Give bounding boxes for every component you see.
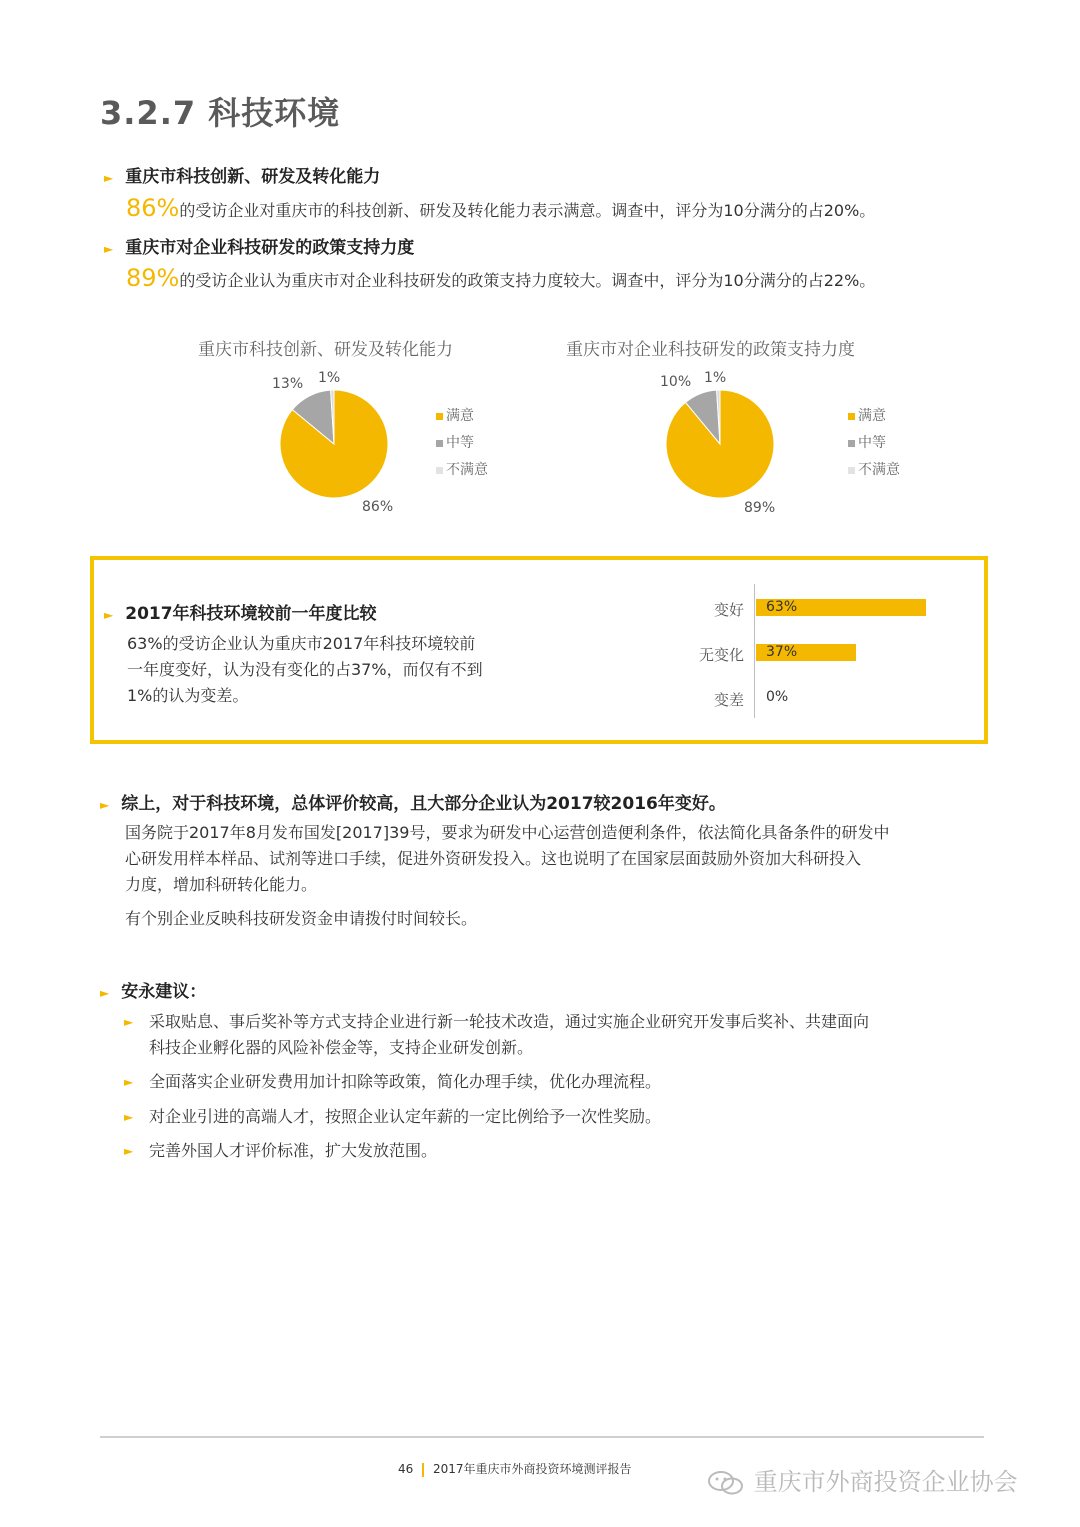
legend-item xyxy=(436,403,488,430)
pie-chart-title: 重庆市科技创新、研发及转化能力 xyxy=(198,340,453,360)
legend-swatch xyxy=(436,413,443,420)
legend-swatch xyxy=(848,413,855,420)
legend-swatch xyxy=(848,440,855,447)
legend-item xyxy=(848,457,900,484)
advice-heading xyxy=(100,977,206,1002)
wechat-icon xyxy=(706,1468,746,1498)
stat-percent: 89% xyxy=(126,264,180,292)
stat-text: 的受访企业对重庆市的科技创新、研发及转化能力表示满意。调查中，评分为10分满分的占20%。 xyxy=(179,201,876,220)
pie0-slices xyxy=(280,390,388,498)
pie1-slices xyxy=(666,390,774,498)
summary-heading-text: 综上，对于科技环境，总体评价较高，且大部分企业认为2017较2016年变好。 xyxy=(121,794,726,814)
legend-swatch xyxy=(436,467,443,474)
legend-swatch xyxy=(436,440,443,447)
section-heading-text: 重庆市对企业科技研发的政策支持力度 xyxy=(125,238,415,258)
advice-item xyxy=(124,1009,869,1061)
legend-label: 满意 xyxy=(858,408,886,424)
legend-label: 不满意 xyxy=(446,462,488,478)
advice-heading-text: 安永建议： xyxy=(121,982,207,1002)
legend-item xyxy=(848,430,900,457)
stat-text: 的受访企业认为重庆市对企业科技研发的政策支持力度较大。调查中，评分为10分满分的占22%。 xyxy=(179,271,876,290)
bullet-arrow-icon: ► xyxy=(100,798,110,812)
section-heading-innovation xyxy=(104,162,380,187)
advice-item xyxy=(124,1069,661,1095)
advice-item xyxy=(124,1138,437,1164)
legend-item xyxy=(436,430,488,457)
summary-note: 有个别企业反映科技研发资金申请拨付时间较长。 xyxy=(125,909,478,928)
paragraph-line: 心研发用样本样品、试剂等进口手续，促进外资研发投入。这也说明了在国家层面鼓励外资加大科研投入 xyxy=(125,849,862,868)
bar-axis xyxy=(754,584,755,718)
page-title: 3.2.7 科技环境 xyxy=(100,94,341,132)
pie-chart-title: 重庆市对企业科技研发的政策支持力度 xyxy=(566,340,855,360)
section-heading-text: 重庆市科技创新、研发及转化能力 xyxy=(125,167,381,187)
bullet-arrow-icon: ► xyxy=(124,1144,134,1158)
legend-label: 满意 xyxy=(446,408,474,424)
legend-item xyxy=(848,403,900,430)
pie-chart-innovation xyxy=(250,360,530,530)
bullet-arrow-icon: ► xyxy=(104,608,114,622)
stat-line-innovation xyxy=(126,194,875,222)
stat-percent: 86% xyxy=(126,194,180,222)
advice-item xyxy=(124,1104,661,1130)
watermark-text: 重庆市外商投资企业协会 xyxy=(753,1468,1018,1496)
pie-label-satisfied: 89% xyxy=(744,500,776,516)
bar-value-unchanged: 37% xyxy=(766,644,798,660)
summary-paragraph xyxy=(125,820,889,898)
bullet-arrow-icon: ► xyxy=(124,1110,134,1124)
footer-separator xyxy=(422,1463,424,1477)
legend-label: 中等 xyxy=(858,435,886,451)
page-number: 46 xyxy=(398,1462,414,1476)
bar-label-better: 变好 xyxy=(713,601,744,619)
stat-line-policy xyxy=(126,264,875,292)
bullet-arrow-icon: ► xyxy=(124,1015,134,1029)
advice-line: 对企业引进的高端人才，按照企业认定年薪的一定比例给予一次性奖励。 xyxy=(149,1107,662,1126)
bar-value-better: 63% xyxy=(766,599,798,615)
legend-item xyxy=(436,457,488,484)
bullet-arrow-icon: ► xyxy=(124,1075,134,1089)
bullet-arrow-icon: ► xyxy=(100,986,110,1000)
comparison-line: 1%的认为变差。 xyxy=(127,686,249,705)
paragraph-line: 国务院于2017年8月发布国发[2017]39号，要求为研发中心运营创造便利条件，依法简化具备条件的研发中 xyxy=(125,823,890,842)
bar-label-unchanged: 无变化 xyxy=(698,646,744,664)
pie-label-unsatisfied: 1% xyxy=(318,370,341,386)
bullet-arrow-icon: ► xyxy=(104,171,114,185)
advice-line: 采取贴息、事后奖补等方式支持企业进行新一轮技术改造，通过实施企业研究开发事后奖补、共建面向 xyxy=(149,1012,870,1031)
pie-label-medium: 13% xyxy=(272,376,304,392)
footer xyxy=(398,1460,631,1477)
pie-legend xyxy=(436,403,488,484)
summary-heading xyxy=(100,789,726,814)
pie-legend xyxy=(848,403,900,484)
bullet-arrow-icon: ► xyxy=(104,242,114,256)
watermark xyxy=(706,1462,1018,1498)
comparison-text xyxy=(127,631,483,709)
bar-label-worse: 变差 xyxy=(713,691,744,709)
pie-label-unsatisfied: 1% xyxy=(704,370,727,386)
report-name: 2017年重庆市外商投资环境测评报告 xyxy=(432,1462,632,1476)
advice-line: 科技企业孵化器的风险补偿金等，支持企业研发创新。 xyxy=(149,1038,534,1057)
comparison-line: 63%的受访企业认为重庆市2017年科技环境较前 xyxy=(127,634,476,653)
advice-line: 完善外国人才评价标准，扩大发放范围。 xyxy=(149,1141,438,1160)
bar-value-worse: 0% xyxy=(766,689,789,705)
legend-label: 中等 xyxy=(446,435,474,451)
footer-divider xyxy=(100,1436,984,1438)
paragraph-line: 力度，增加科研转化能力。 xyxy=(125,875,318,894)
comparison-line: 一年度变好，认为没有变化的占37%，而仅有不到 xyxy=(127,660,483,679)
bar-chart-comparison xyxy=(690,584,950,724)
advice-line: 全面落实企业研发费用加计扣除等政策，简化办理手续，优化办理流程。 xyxy=(149,1072,662,1091)
pie-label-satisfied: 86% xyxy=(362,499,394,515)
comparison-heading-text: 2017年科技环境较前一年度比较 xyxy=(125,604,377,624)
pie-label-medium: 10% xyxy=(660,374,692,390)
section-heading-policy xyxy=(104,233,414,258)
legend-swatch xyxy=(848,467,855,474)
comparison-heading xyxy=(104,599,377,624)
legend-label: 不满意 xyxy=(858,462,900,478)
